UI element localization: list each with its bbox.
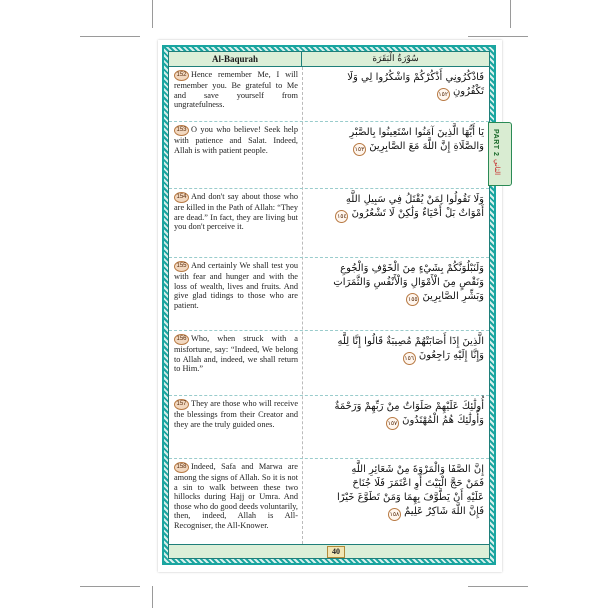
- crop-mark: [468, 36, 528, 37]
- ayah-end-marker: ١٥٨: [388, 508, 401, 521]
- verse-number-badge: 153: [174, 125, 189, 136]
- page-content: [168, 51, 490, 559]
- verse-arabic: [332, 463, 484, 521]
- verse-number-badge: 154: [174, 192, 189, 203]
- surah-title-arabic: سُوْرَةُ الْبَقَرَة: [302, 52, 489, 67]
- verse-translation: [174, 462, 298, 531]
- verse-block: [169, 67, 489, 122]
- verse-translation: [174, 334, 298, 374]
- part-label-arabic: الثاني: [493, 159, 501, 176]
- page-number: 40: [327, 546, 345, 558]
- ayah-end-marker: ١٥٥: [406, 293, 419, 306]
- verse-arabic: [332, 126, 484, 156]
- surah-title-english: Al-Baqurah: [169, 52, 302, 67]
- crop-mark: [152, 586, 153, 608]
- crop-mark: [80, 36, 140, 37]
- verse-translation: [174, 192, 298, 232]
- verse-text-en: Indeed, Safa and Marwa are among the signs of Allah. So it is not a sin to walk between these two hillocks during Hajj or Umra. And those who do good deeds voluntarily, then, indeed, Allah is All-Recogniser, the All-Knower.: [174, 462, 298, 530]
- quran-page: [158, 40, 502, 572]
- verse-translation: [174, 399, 298, 429]
- verse-text-ar: إِنَّ الصَّفَا وَالْمَرْوَةَ مِنْ شَعَائِرِ اللَّهِ فَمَنْ حَجَّ الْبَيْتَ أَوِ اعْتَمَرَ فَلَا جُنَاحَ عَلَيْهِ أَنْ يَطَّوَّفَ بِهِمَا وَمَنْ تَطَوَّعَ خَيْرًا فَإِنَّ اللَّهَ شَاكِرٌ عَلِيمٌ: [336, 464, 484, 517]
- verse-text-ar: وَلَا تَقُولُوا لِمَنْ يُقْتَلُ فِي سَبِيلِ اللَّهِ أَمْوَاتٌ بَلْ أَحْيَاءٌ وَلَٰكِنْ لَا تَشْعُرُونَ: [345, 194, 484, 219]
- verse-arabic: [332, 193, 484, 223]
- verse-block: [169, 396, 489, 459]
- verse-text-ar: أُولَٰئِكَ عَلَيْهِمْ صَلَوَاتٌ مِنْ رَبِّهِمْ وَرَحْمَةٌ وَأُولَٰئِكَ هُمُ الْمُهْتَدُونَ: [334, 401, 484, 426]
- verse-block: [169, 459, 489, 545]
- page-footer: [169, 544, 489, 558]
- crop-mark: [468, 586, 528, 587]
- verse-text-en: O you who believe! Seek help with patience and Salat. Indeed, Allah is with patient people.: [174, 125, 298, 155]
- verse-block: [169, 122, 489, 189]
- verse-block: [169, 258, 489, 331]
- verse-text-ar: يَا أَيُّهَا الَّذِينَ آمَنُوا اسْتَعِينُوا بِالصَّبْرِ وَالصَّلَاةِ إِنَّ اللَّهَ مَعَ الصَّابِرِينَ: [349, 127, 484, 152]
- verse-text-en: Who, when struck with a misfortune, say: “Indeed, We belong to Allah and, indeed, we shall return to Him.”: [174, 334, 298, 374]
- ayah-end-marker: ١٥٦: [403, 352, 416, 365]
- verse-arabic: [332, 71, 484, 101]
- verse-block: [169, 331, 489, 396]
- verse-translation: [174, 261, 298, 310]
- decorative-border: [162, 45, 496, 565]
- verse-text-en: And certainly We shall test you with fear and hunger and with the loss of wealth, lives and fruits. And give glad tidings to those who are patient.: [174, 261, 298, 310]
- verse-translation: [174, 125, 298, 155]
- crop-mark: [510, 0, 511, 28]
- crop-mark: [152, 0, 153, 28]
- verse-text-en: They are those who will receive the blessings from their Creator and they are the truly guided ones.: [174, 399, 298, 429]
- verse-number-badge: 158: [174, 462, 189, 473]
- verse-number-badge: 155: [174, 261, 189, 272]
- crop-mark: [80, 586, 140, 587]
- verse-text-en: Hence remember Me, I will remember you. Be grateful to Me and save yourself from ungratefulness.: [174, 70, 298, 110]
- verse-number-badge: 157: [174, 399, 189, 410]
- verse-text-ar: فَاذْكُرُونِي أَذْكُرْكُمْ وَاشْكُرُوا لِي وَلَا تَكْفُرُونِ: [347, 72, 484, 97]
- verse-translation: [174, 70, 298, 110]
- verse-block: [169, 189, 489, 258]
- ayah-end-marker: ١٥٧: [386, 417, 399, 430]
- ayah-end-marker: ١٥٤: [335, 210, 348, 223]
- verse-text-ar: وَلَنَبْلُوَنَّكُمْ بِشَيْءٍ مِنَ الْخَوْفِ وَالْجُوعِ وَنَقْصٍ مِنَ الْأَمْوَالِ وَالْأَنْفُسِ وَالثَّمَرَاتِ وَبَشِّرِ الصَّابِرِينَ: [333, 263, 484, 302]
- verse-number-badge: 156: [174, 334, 189, 345]
- part-label: PART 2: [492, 129, 499, 157]
- verse-arabic: [332, 400, 484, 430]
- verse-arabic: [332, 335, 484, 365]
- ayah-end-marker: ١٥٢: [437, 88, 450, 101]
- verse-arabic: [332, 262, 484, 306]
- verse-number-badge: 152: [174, 70, 189, 81]
- verse-text-ar: الَّذِينَ إِذَا أَصَابَتْهُمْ مُصِيبَةٌ قَالُوا إِنَّا لِلَّهِ وَإِنَّا إِلَيْهِ رَاجِعُونَ: [337, 336, 484, 361]
- part-tab: [488, 122, 512, 186]
- verse-text-en: And don't say about those who are killed in the Path of Allah: “They are dead.” In fact, they are living but you don't perceive it.: [174, 192, 298, 232]
- ayah-end-marker: ١٥٣: [353, 143, 366, 156]
